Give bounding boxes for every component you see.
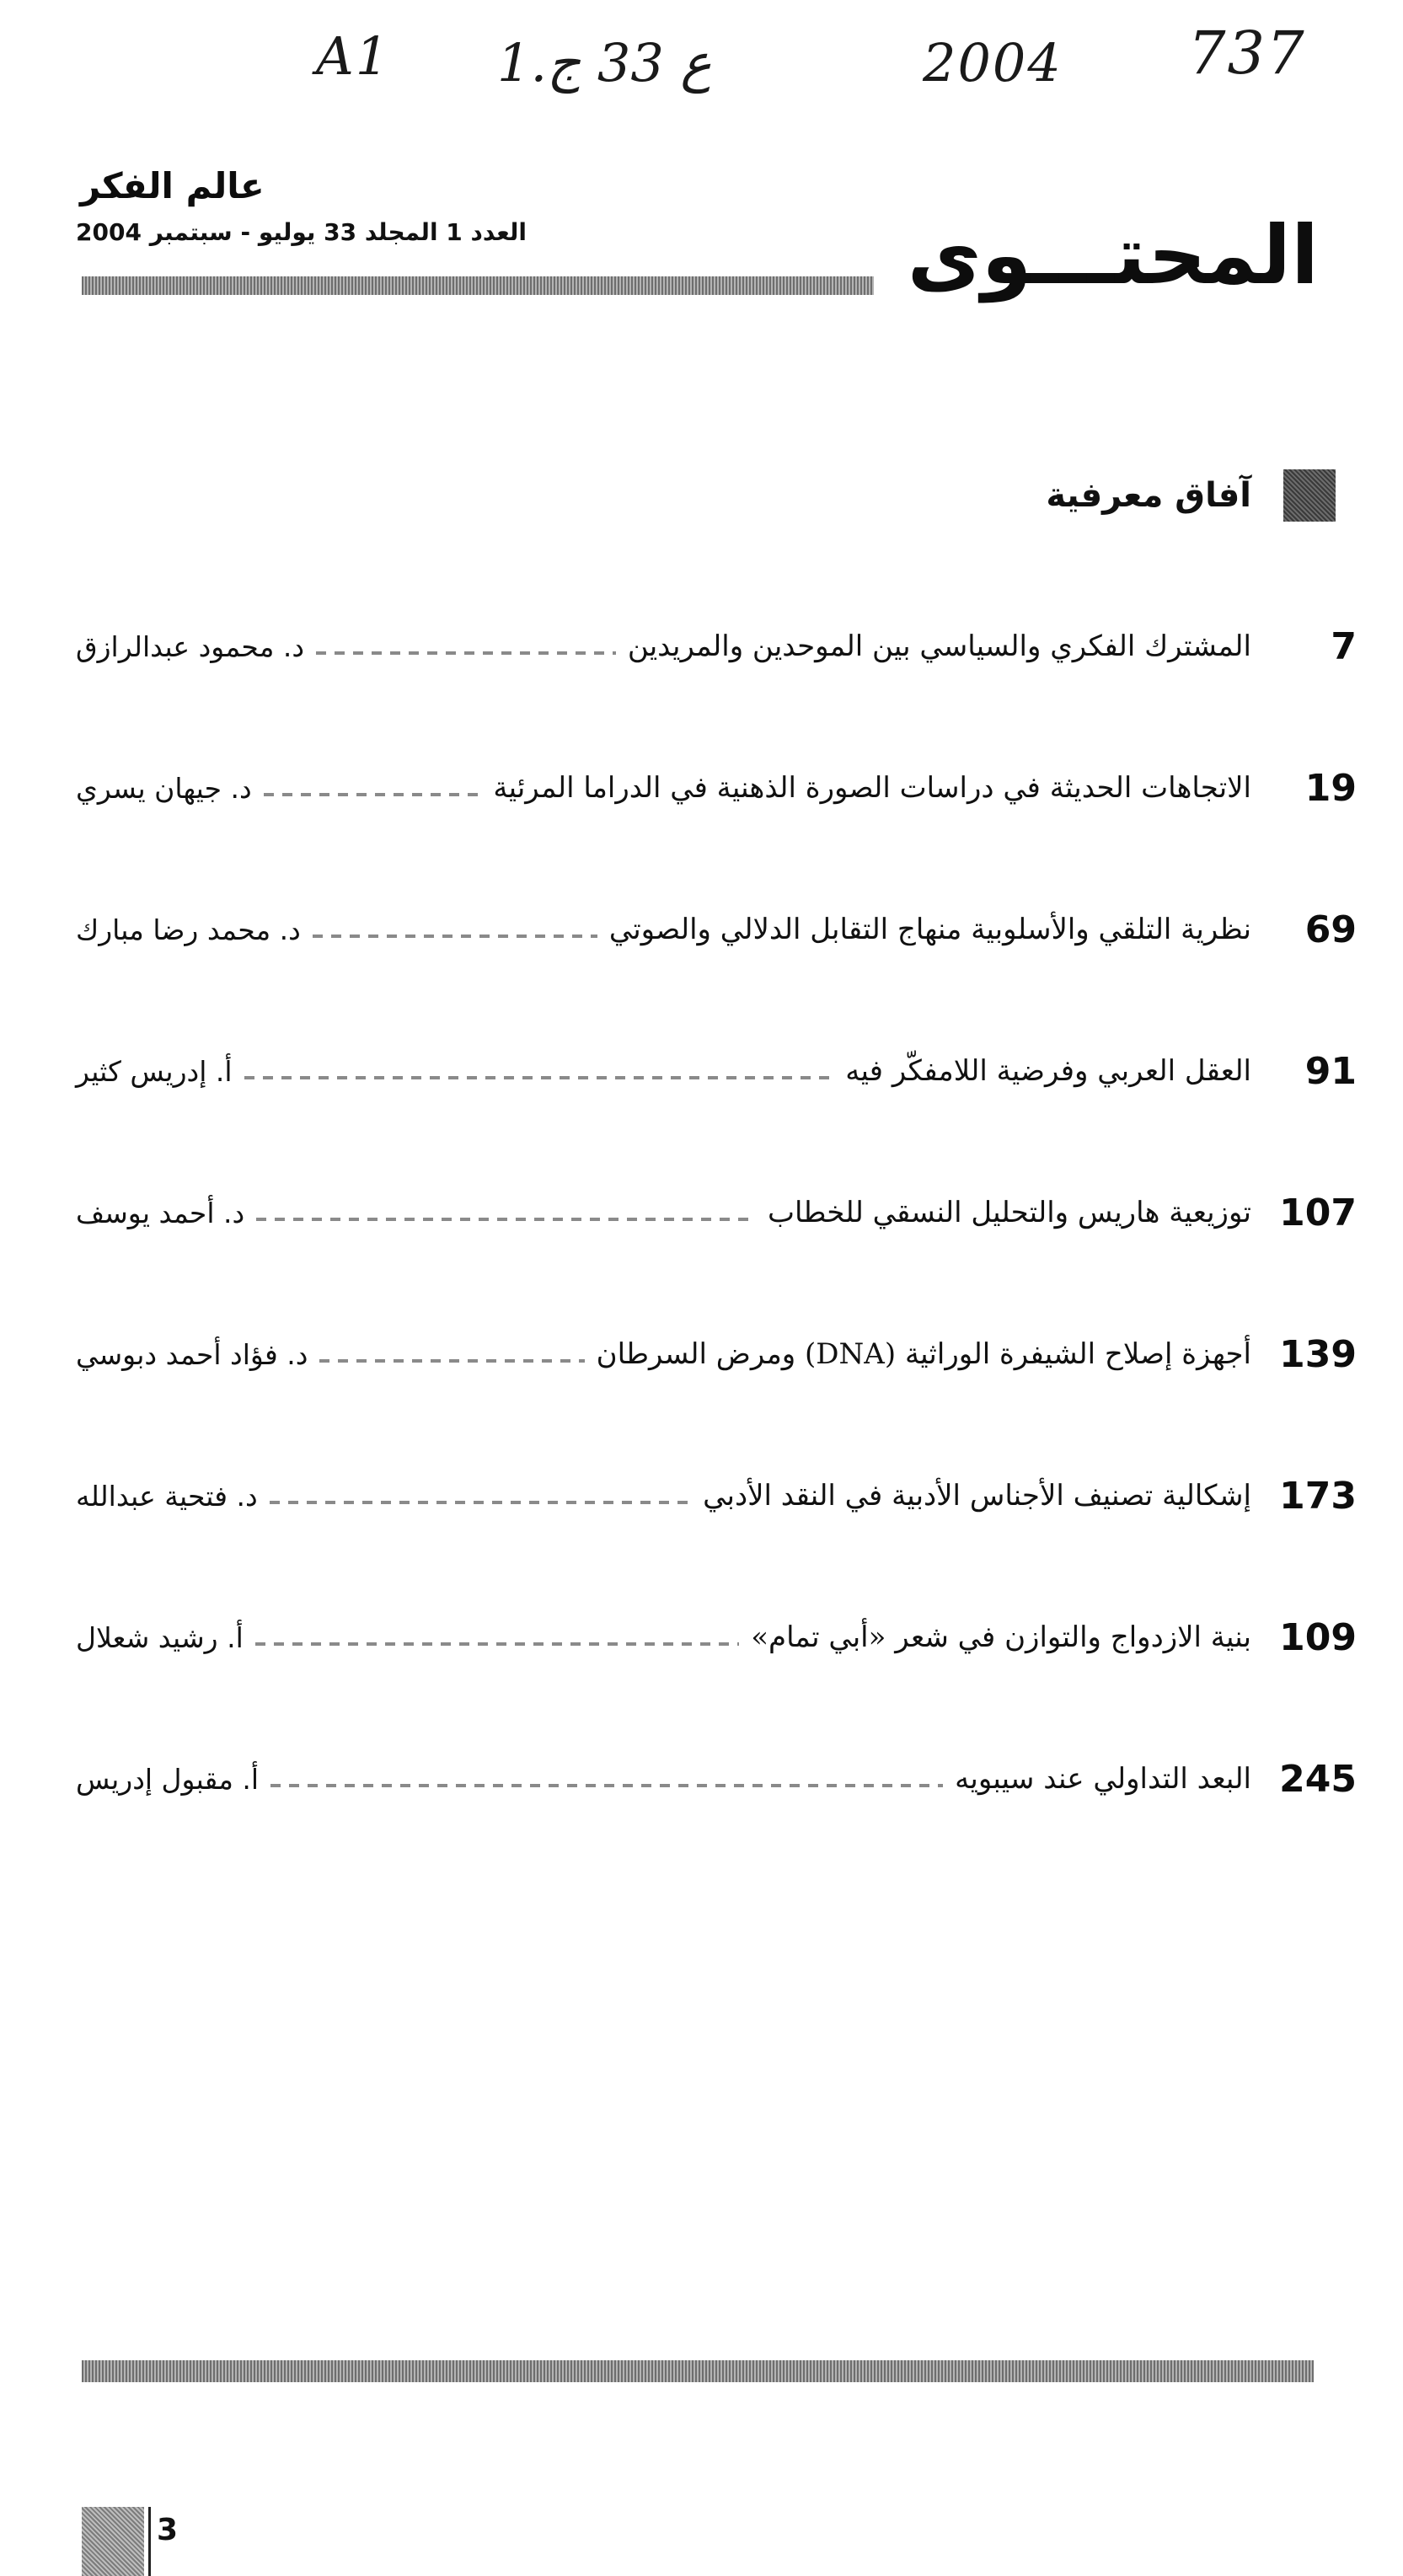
toc-entry[interactable] [76,1325,1357,1384]
toc-article-title: بنية الازدواج والتوازن في شعر «أبي تمام» [751,1620,1251,1654]
toc-author: د. فؤاد أحمد دبوسي [76,1337,308,1371]
toc-article-title: المشترك الفكري والسياسي بين الموحدين والمريدين [627,629,1251,663]
toc-author: أ. رشيد شعلال [76,1620,244,1654]
handwritten-note: 2004 [923,32,1063,94]
toc-dot-leader [319,1359,584,1363]
toc-page-number: 7 [1331,624,1357,668]
toc-author: د. جيهان يسري [76,771,252,805]
section-square-icon [1283,469,1336,522]
issue-info: العدد 1 المجلد 33 يوليو - سبتمبر 2004 [76,218,527,246]
magazine-name: عالم الفكر [80,165,265,206]
toc-page-number: 69 [1304,908,1357,951]
toc-dot-leader [313,935,597,938]
toc-entry[interactable] [76,1749,1357,1808]
toc-article-title: توزيعية هاريس والتحليل النسقي للخطاب [768,1196,1251,1229]
toc-page-number: 91 [1304,1049,1357,1093]
footer-rule [82,2360,1314,2382]
page-title: المحتـــوى [907,208,1319,303]
handwritten-note: 1.ع 33 ج [497,32,712,94]
toc-entry[interactable] [76,1466,1357,1525]
toc-dot-leader [316,651,616,655]
toc-entry[interactable] [76,1608,1357,1667]
toc-entry[interactable] [76,1042,1357,1101]
header-rule [82,276,874,295]
toc-article-title: الاتجاهات الحديثة في دراسات الصورة الذهنية في الدراما المرئية [493,771,1251,805]
toc-entry[interactable] [76,758,1357,817]
section-heading [1046,468,1336,523]
toc-article-title: نظرية التلقي والأسلوبية منهاج التقابل الدلالي والصوتي [608,913,1251,946]
toc-entry[interactable] [76,1183,1357,1242]
toc-dot-leader [264,793,482,796]
toc-dot-leader [270,1501,692,1504]
toc-page-number: 107 [1279,1191,1357,1234]
toc-article-title: إشكالية تصنيف الأجناس الأدبية في النقد الأدبي [703,1479,1251,1513]
section-title: آفاق معرفية [1046,476,1251,515]
toc-page-number: 245 [1279,1757,1357,1801]
toc-article-title: العقل العربي وفرضية اللامفكّر فيه [845,1054,1251,1088]
footer-block [82,2507,144,2576]
toc-author: أ. إدريس كثير [76,1054,233,1088]
footer-divider [148,2507,151,2576]
toc-dot-leader [270,1784,943,1787]
toc-article-title: البعد التداولي عند سيبويه [955,1762,1251,1796]
toc-entry[interactable] [76,900,1357,959]
handwritten-note: A1 [316,25,391,87]
toc-article-title: أجهزة إصلاح الشيفرة الوراثية (DNA) ومرض السرطان [596,1337,1251,1371]
handwritten-note: 737 [1188,19,1306,88]
toc-page-number: 139 [1279,1332,1357,1376]
toc-author: د. محمد رضا مبارك [76,913,301,946]
toc-page-number: 173 [1279,1474,1357,1518]
toc-dot-leader [255,1642,739,1646]
page-number: 3 [157,2513,179,2547]
toc-entry[interactable] [76,617,1357,676]
toc-dot-leader [244,1076,834,1079]
toc-author: أ. مقبول إدريس [76,1762,260,1796]
toc-author: د. أحمد يوسف [76,1196,245,1229]
toc-page-number: 109 [1279,1615,1357,1659]
toc-author: د. فتحية عبدالله [76,1479,258,1513]
toc-dot-leader [256,1218,756,1221]
toc-author: د. محمود عبدالرازق [76,629,305,663]
toc-page-number: 19 [1304,766,1357,810]
